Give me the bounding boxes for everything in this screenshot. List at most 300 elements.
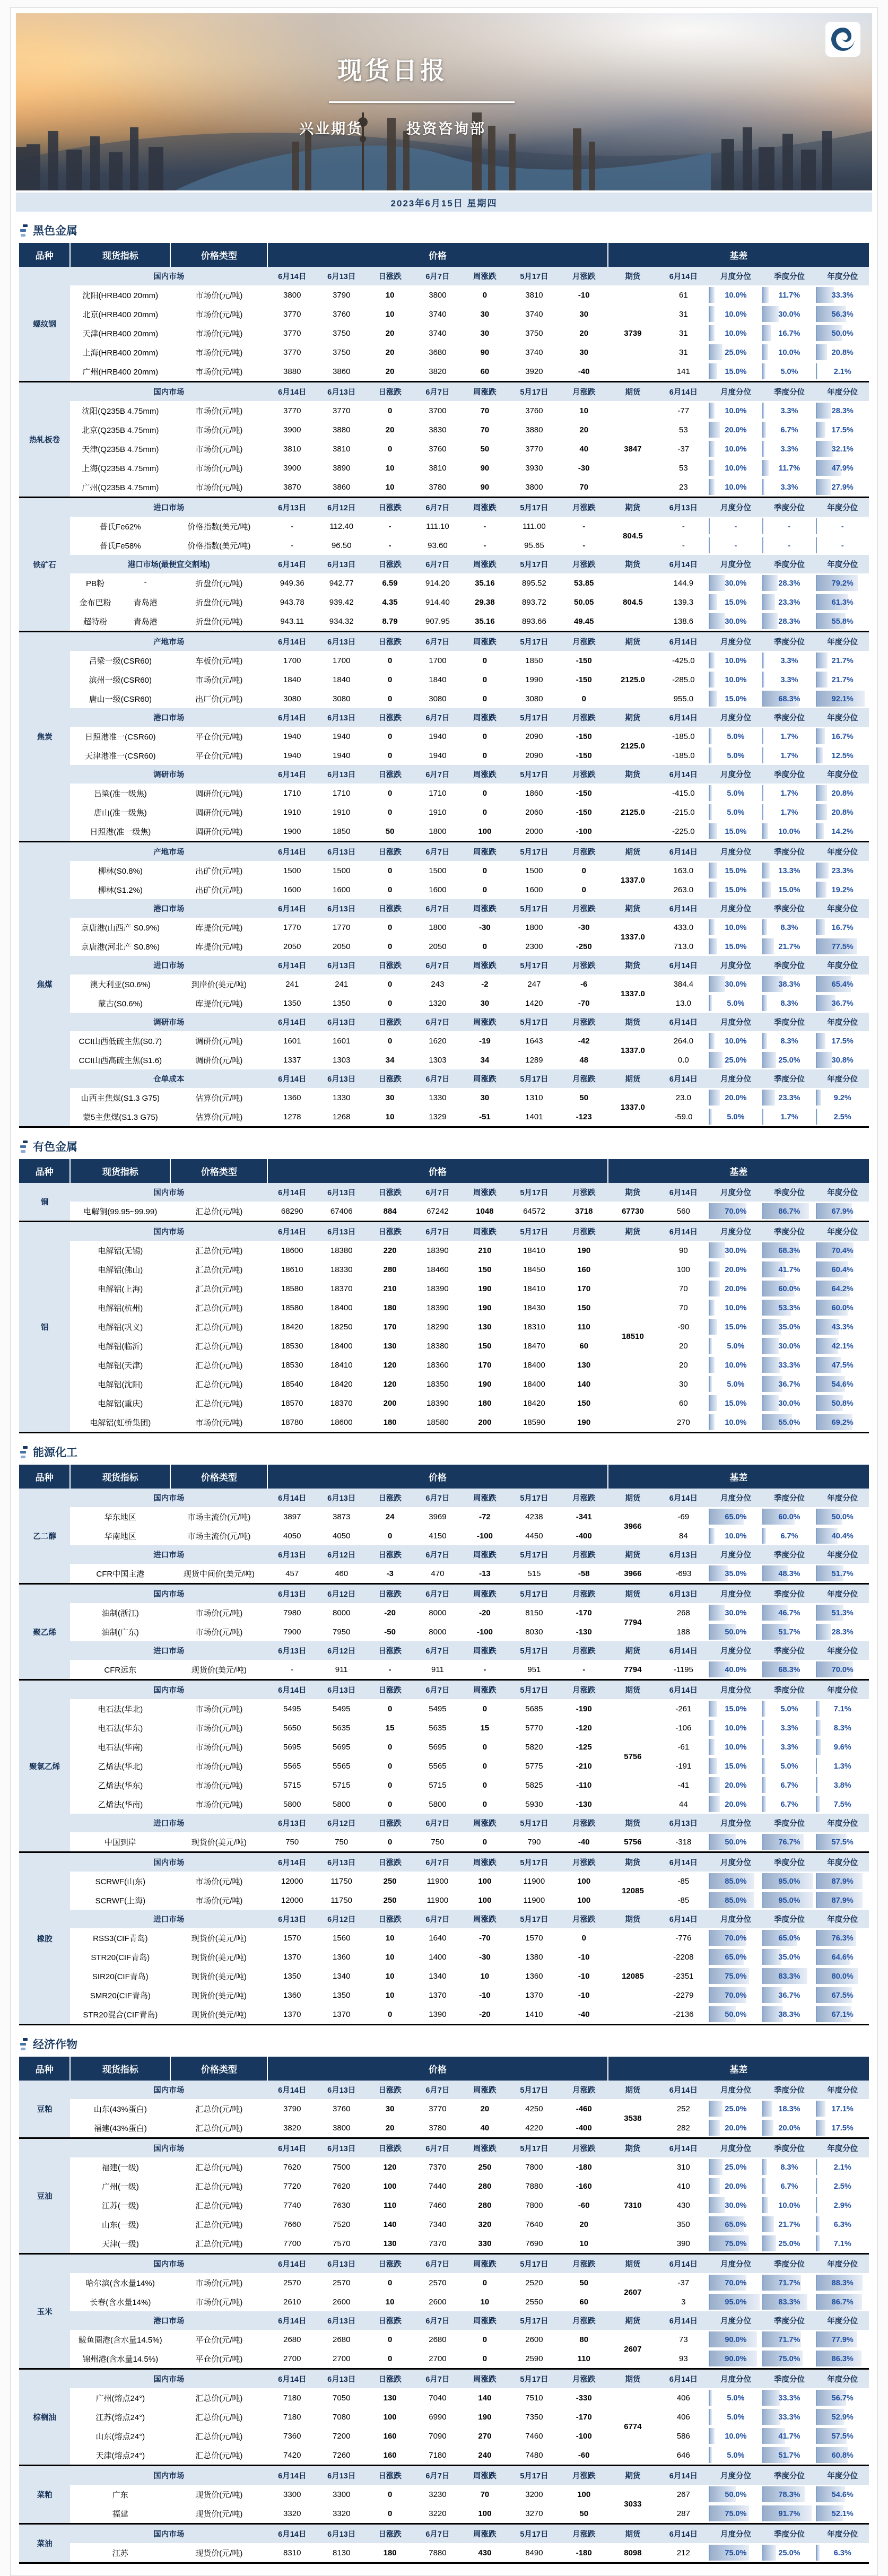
indicator-cell: 日照港准一(CSR60) [85,732,156,742]
monthly-percentile-cell [709,2407,762,2426]
monthly-percentile-cell [709,1756,762,1776]
futures-header: 期货 [608,1852,658,1872]
price-cell: 5565 [283,1761,301,1771]
price-cell: 8150 [525,1608,543,1617]
percentile-value: 28.3% [831,406,854,415]
percentile-value: 25.0% [778,1056,800,1065]
market-subheader-row [19,2311,869,2330]
percentile-databar-axis [762,2101,763,2117]
basis-cell: - [682,541,685,550]
change-cell: 0 [581,885,586,894]
futures-cell: 804.5 [623,597,643,607]
quarterly-percentile-cell [762,880,816,899]
price-type-cell: 折盘价(元/吨) [195,617,243,626]
percentile-databar-axis [816,1414,817,1430]
monthly-percentile-cell [709,1966,762,1986]
percentile-databar-axis [762,2505,763,2521]
price-type-cell: 汇总价(元/吨) [195,2124,243,2133]
price-type-cell: 到岸价(美元/吨) [191,980,247,989]
table-row [19,477,869,498]
percentile-databar-axis [709,747,710,763]
commodity-group [19,1489,869,1584]
basis-cell: 406 [676,2393,690,2403]
price-type-cell: 市场价(元/吨) [195,1762,243,1771]
price-type-cell: 汇总价(元/吨) [195,2220,243,2230]
percentile-value: 64.6% [831,1953,854,1962]
market-subheader-row [19,2081,869,2099]
futures-cell: 18510 [622,1331,644,1341]
price-cell: 1840 [429,675,447,684]
price-cell: 750 [285,1837,299,1847]
percentile-databar [709,1796,719,1812]
price-cell: 68290 [281,1206,303,1216]
price-cell: 3700 [429,406,447,415]
date-header: 6月14日 [267,956,317,974]
price-cell: 1800 [429,923,447,932]
date-header: 6月14日 [267,899,317,918]
date-header: 6月7日 [414,2524,462,2544]
quarterly-percentile-cell [762,2215,816,2234]
percentile-databar-axis [709,2275,710,2291]
table-row [19,1374,869,1394]
market-label: 国内市场 [70,1680,267,1700]
change-cell: 10 [385,2297,395,2307]
percentile-value: 5.0% [727,751,745,760]
change-cell: 4.35 [382,597,398,607]
percentile-value: 10.0% [725,1743,747,1752]
change-cell: 20 [385,328,395,338]
percentile-databar-axis [709,1739,710,1755]
monthly-percentile-cell [709,1928,762,1947]
percentile-databar-axis [709,1203,710,1219]
percentile-value: - [788,541,791,550]
monthly-percentile-cell [709,1202,762,1222]
percentile-value: 85.0% [725,1877,747,1886]
quarterly-percentile-header: 季度分位 [762,2524,816,2544]
futures-cell: 3966 [624,1521,642,1531]
quarterly-percentile-cell [762,784,816,803]
percentile-value: 35.0% [725,1569,747,1578]
commodity-group [19,1584,869,1680]
percentile-value: 10.0% [725,464,747,473]
change-cell: 280 [383,1265,397,1274]
change-cell: 70 [480,425,490,434]
percentile-value: 60.8% [831,2451,854,2460]
change-cell: -120 [576,1723,592,1733]
quarterly-percentile-cell [762,2196,816,2215]
monthly-percentile-cell [709,1279,762,1298]
variety-cell: 焦煤 [19,842,70,1127]
monthly-percentile-cell [709,861,762,880]
percentile-databar-axis [709,1701,710,1717]
price-cell: 1600 [525,885,543,894]
date-header: 6月13日 [317,708,366,727]
basis-cell: 560 [676,1206,690,1216]
percentile-databar [709,2178,719,2194]
date-header: 6月13日 [317,1069,366,1088]
quarterly-percentile-header: 季度分位 [762,1680,816,1700]
price-cell: 3800 [525,482,543,492]
market-subheader-row [19,899,869,918]
date-header: 6月14日 [267,555,317,573]
percentile-databar-axis [709,2447,710,2463]
percentile-databar-axis [816,1033,817,1049]
date-header: 6月13日 [317,2081,366,2099]
quarterly-percentile-cell [762,2446,816,2466]
quarterly-percentile-cell [762,1564,816,1584]
change-cell: 210 [383,1284,397,1293]
price-cell: 3920 [525,367,543,376]
percentile-value: 15.0% [725,1322,747,1331]
percentile-databar [762,1052,776,1068]
date-header: 6月7日 [414,632,462,651]
change-cell: -130 [576,1627,592,1637]
table-row [19,324,869,343]
price-cell: 1337 [283,1055,301,1065]
change-cell: 140 [478,2393,492,2403]
change-cell: 330 [478,2239,492,2248]
indicator-cell: 电石法(华南) [98,1743,143,1752]
price-cell: 2700 [283,2354,301,2363]
price-cell: 18420 [523,1398,545,1408]
percentile-databar-axis [709,1968,710,1984]
percentile-value: 35.0% [778,1953,800,1962]
date-header: 5月17日 [508,2081,560,2099]
percentile-databar-axis [762,1509,763,1525]
percentile-value: 86.7% [831,2297,854,2307]
price-cell: 7340 [429,2220,447,2229]
week-change-header: 周涨跌 [462,2524,508,2544]
change-cell: 100 [383,2412,397,2422]
price-type-cell: 市场价(元/吨) [195,1628,243,1637]
change-cell: 0 [387,751,393,760]
indicator-with-location [70,578,170,589]
change-cell: 0 [482,2335,487,2344]
price-type-cell: 市场主流价(元/吨) [187,1531,251,1541]
price-type-cell: 汇总价(元/吨) [195,2239,243,2249]
change-cell: 30 [579,309,589,319]
price-cell: 3080 [525,694,543,703]
percentile-databar-axis [709,2409,710,2425]
price-cell: 7950 [333,1627,351,1637]
table-row [19,1279,869,1298]
percentile-databar [762,594,775,610]
price-cell: 18390 [426,1246,449,1255]
basis-cell: -41 [677,1780,690,1790]
price-cell: 1370 [283,1952,301,1962]
percentile-value: 15.0% [725,885,747,894]
price-cell: 11900 [523,1895,545,1905]
percentile-databar-axis [762,1395,763,1411]
percentile-value: 5.0% [780,367,798,376]
indicator-cell: 滨州一级(CSR60) [89,675,152,685]
monthly-percentile-header: 月度分位 [709,1489,762,1507]
yearly-percentile-cell [816,1776,869,1795]
quarterly-percentile-header: 季度分位 [762,267,816,285]
price-type-cell: 平仓价(元/吨) [195,2335,243,2345]
percentile-databar-axis [816,1796,817,1812]
yearly-percentile-cell [816,784,869,803]
percentile-databar-axis [709,882,710,898]
percentile-databar [816,919,825,935]
yearly-percentile-cell [816,2292,869,2311]
price-type-cell: 汇总价(元/吨) [195,2432,243,2441]
percentile-databar [709,1319,717,1335]
price-cell: 907.95 [425,616,450,626]
yearly-percentile-cell [816,439,869,458]
percentile-databar-axis [816,938,817,954]
percentile-databar-axis [762,804,763,820]
percentile-databar-axis [709,672,710,687]
monthly-percentile-cell [709,2446,762,2466]
yearly-percentile-cell [816,401,869,420]
monthly-percentile-cell [709,2388,762,2407]
price-cell: 3080 [429,694,447,703]
market-label: 港口市场 [70,2311,267,2330]
price-cell: 18360 [426,1360,449,1370]
price-cell: 5800 [333,1799,351,1809]
percentile-value: - [734,522,737,531]
indicator-cell: CFR中国主港 [96,1569,145,1579]
percentile-value: 51.7% [778,1628,800,1637]
price-cell: 5800 [283,1799,301,1809]
percentile-value: 10.0% [725,1531,747,1541]
percentile-databar-axis [762,2331,763,2347]
price-type-cell: 汇总价(元/吨) [195,2182,243,2191]
percentile-databar-axis [709,287,710,303]
change-cell: - [582,1665,586,1674]
indicator-cell: 电解铝(无锡) [98,1246,143,1256]
percentile-value: 20.0% [725,2124,747,2133]
basis-cell: -185.0 [672,732,695,741]
change-cell: 20 [480,2104,490,2113]
basis-date-header: 6月14日 [658,899,709,918]
quarterly-percentile-header: 季度分位 [762,2311,816,2330]
change-cell: 10 [385,482,395,492]
quarterly-percentile-cell [762,1107,816,1127]
monthly-percentile-cell [709,937,762,956]
yearly-percentile-cell [816,822,869,842]
futures-header: 期货 [608,2081,658,2099]
change-cell: 100 [383,2181,397,2191]
percentile-databar-axis [762,2486,763,2502]
monthly-percentile-cell [709,1355,762,1374]
yearly-percentile-cell [816,1737,869,1756]
price-cell: 18310 [523,1322,545,1331]
indicator-cell: 中国到岸 [104,1838,136,1847]
table-row [19,2118,869,2138]
table-row [19,1718,869,1737]
week-change-header: 周涨跌 [462,1069,508,1088]
percentile-databar [709,1605,725,1621]
market-subheader-row [19,1814,869,1832]
percentile-databar-axis [709,344,710,360]
day-change-header: 日涨跌 [366,1680,414,1700]
price-cell: 18420 [281,1322,303,1331]
week-change-header: 周涨跌 [462,2466,508,2485]
price-cell: 3750 [333,328,351,338]
quarterly-percentile-cell [762,2099,816,2118]
week-change-header: 周涨跌 [462,498,508,517]
date-header: 6月13日 [317,2369,366,2389]
price-type-cell: 市场价(元/吨) [195,464,243,473]
change-cell: 100 [478,1895,492,1905]
percentile-value: 71.7% [778,2335,800,2344]
indicator-cell: 京唐港(山西产 S0.9%) [81,923,160,933]
quarterly-percentile-cell [762,2330,816,2349]
table-row [19,1394,869,1413]
price-cell: 1840 [333,675,351,684]
percentile-databar [709,1052,722,1068]
price-cell: 1700 [429,656,447,665]
price-cell: 5635 [333,1723,351,1733]
price-type-cell: 汇总价(元/吨) [195,1399,243,1408]
yearly-percentile-header: 年度分位 [816,2081,869,2099]
table-row [19,1088,869,1107]
price-cell: 3750 [525,328,543,338]
table-row [19,2349,869,2369]
percentile-databar-axis [816,2159,817,2175]
basis-cell: -261 [675,1704,692,1713]
quarterly-percentile-cell [762,1928,816,1947]
percentile-value: 11.7% [778,464,800,473]
percentile-value: 8.3% [780,999,798,1008]
price-cell: 6990 [429,2412,447,2422]
price-cell: 18530 [281,1341,303,1351]
week-change-header: 周涨跌 [462,765,508,784]
price-cell: 7980 [283,1608,301,1617]
percentile-value: 65.0% [725,2220,747,2229]
percentile-value: 10.0% [725,656,747,665]
month-change-header: 月涨跌 [560,1489,608,1507]
percentile-value: 76.7% [778,1838,800,1847]
date-header: 6月7日 [414,2369,462,2389]
change-cell: -30 [578,463,590,473]
indicator-cell: 广州(一级) [101,2182,139,2191]
price-cell: 5820 [525,1742,543,1752]
yearly-percentile-cell [816,304,869,324]
basis-cell: 20 [679,1341,688,1351]
percentile-value: 38.3% [778,980,800,989]
price-cell: 3770 [283,347,301,357]
price-cell: 1990 [525,675,543,684]
date-header: 6月13日 [317,1222,366,1241]
change-cell: 150 [478,1265,492,1274]
price-cell: 3820 [283,2123,301,2133]
price-cell: 7880 [525,2181,543,2191]
change-cell: -460 [576,2104,592,2113]
price-cell: 1390 [429,2009,447,2019]
percentile-databar-axis [762,1052,763,1068]
price-cell: 7460 [429,2200,447,2210]
change-cell: 20 [385,2123,395,2133]
date-header: 6月7日 [414,2466,462,2485]
futures-cell: 2125.0 [621,741,645,751]
table-row [19,974,869,994]
date-header: 5月17日 [508,267,560,285]
price-cell: 18600 [330,1417,353,1427]
percentile-value: 3.3% [780,1743,798,1752]
percentile-databar [762,1090,775,1106]
basis-cell: 31 [679,347,688,357]
percentile-value: 83.3% [778,2297,800,2307]
percentile-value: 70.0% [725,1991,747,2000]
price-type-cell: 市场价(元/吨) [195,1608,243,1618]
percentile-databar [762,938,774,954]
price-cell: 2700 [429,2354,447,2363]
month-change-header: 月涨跌 [560,2466,608,2485]
monthly-percentile-cell [709,1622,762,1641]
futures-header: 期货 [608,899,658,918]
percentile-value: 56.7% [831,2394,854,2403]
yearly-percentile-cell [816,2177,869,2196]
change-cell: 110 [384,2200,397,2210]
monthly-percentile-header: 月度分位 [709,2466,762,2485]
change-cell: -72 [479,1512,491,1521]
futures-header: 期货 [608,2138,658,2158]
percentile-value: 5.0% [727,1112,745,1121]
indicator-cell: SCRWF(山东) [95,1877,146,1886]
monthly-percentile-header: 月度分位 [709,842,762,861]
table-row [19,1564,869,1584]
price-cell: 3760 [333,309,351,319]
monthly-percentile-cell [709,1526,762,1545]
percentile-value: 23.3% [778,598,800,607]
monthly-percentile-cell [709,1947,762,1966]
quarterly-percentile-cell [762,1336,816,1355]
price-cell: 11900 [426,1895,449,1905]
change-cell: 150 [577,1398,591,1408]
yearly-percentile-cell [816,880,869,899]
price-type-cell: 市场价(元/吨) [195,1800,243,1809]
table-row [19,2177,869,2196]
change-cell: 0 [387,1837,393,1847]
price-cell: 18460 [426,1265,449,1274]
change-cell: 20 [579,425,589,434]
indicator-with-location [70,616,170,627]
indicator-cell: 电解铜(99.95~99.99) [83,1207,158,1216]
percentile-databar-axis [762,306,763,322]
indicator-cell: 柳林(S0.8%) [98,866,143,876]
table-row [19,1776,869,1795]
percentile-databar-axis [762,1281,763,1296]
price-cell: 5685 [525,1704,543,1713]
monthly-percentile-cell [709,2157,762,2177]
variety-cell: 铝 [19,1222,70,1433]
price-cell: 2050 [283,942,301,951]
price-cell: 7660 [283,2220,301,2229]
change-cell: 0 [387,1531,393,1541]
date-header: 6月13日 [267,1584,317,1604]
commodity-group [19,2081,869,2138]
quarterly-percentile-header: 季度分位 [762,1852,816,1872]
price-cell: 1500 [333,866,351,875]
percentile-databar-axis [816,2331,817,2347]
price-cell: 3770 [283,328,301,338]
section-title [20,1138,868,1154]
change-cell: 0 [482,751,487,760]
percentile-databar [762,1395,778,1411]
indicator-cell: 吕梁一级(CSR60) [89,656,152,666]
monthly-percentile-header: 月度分位 [709,382,762,402]
org-name: 兴业期货 [299,121,363,137]
price-cell: 5495 [333,1704,351,1713]
percentile-databar-axis [762,2428,763,2444]
change-cell: 0 [482,290,487,300]
price-cell: 111.00 [523,521,546,531]
monthly-percentile-cell [709,2349,762,2369]
variety-cell: 玉米 [19,2254,70,2369]
